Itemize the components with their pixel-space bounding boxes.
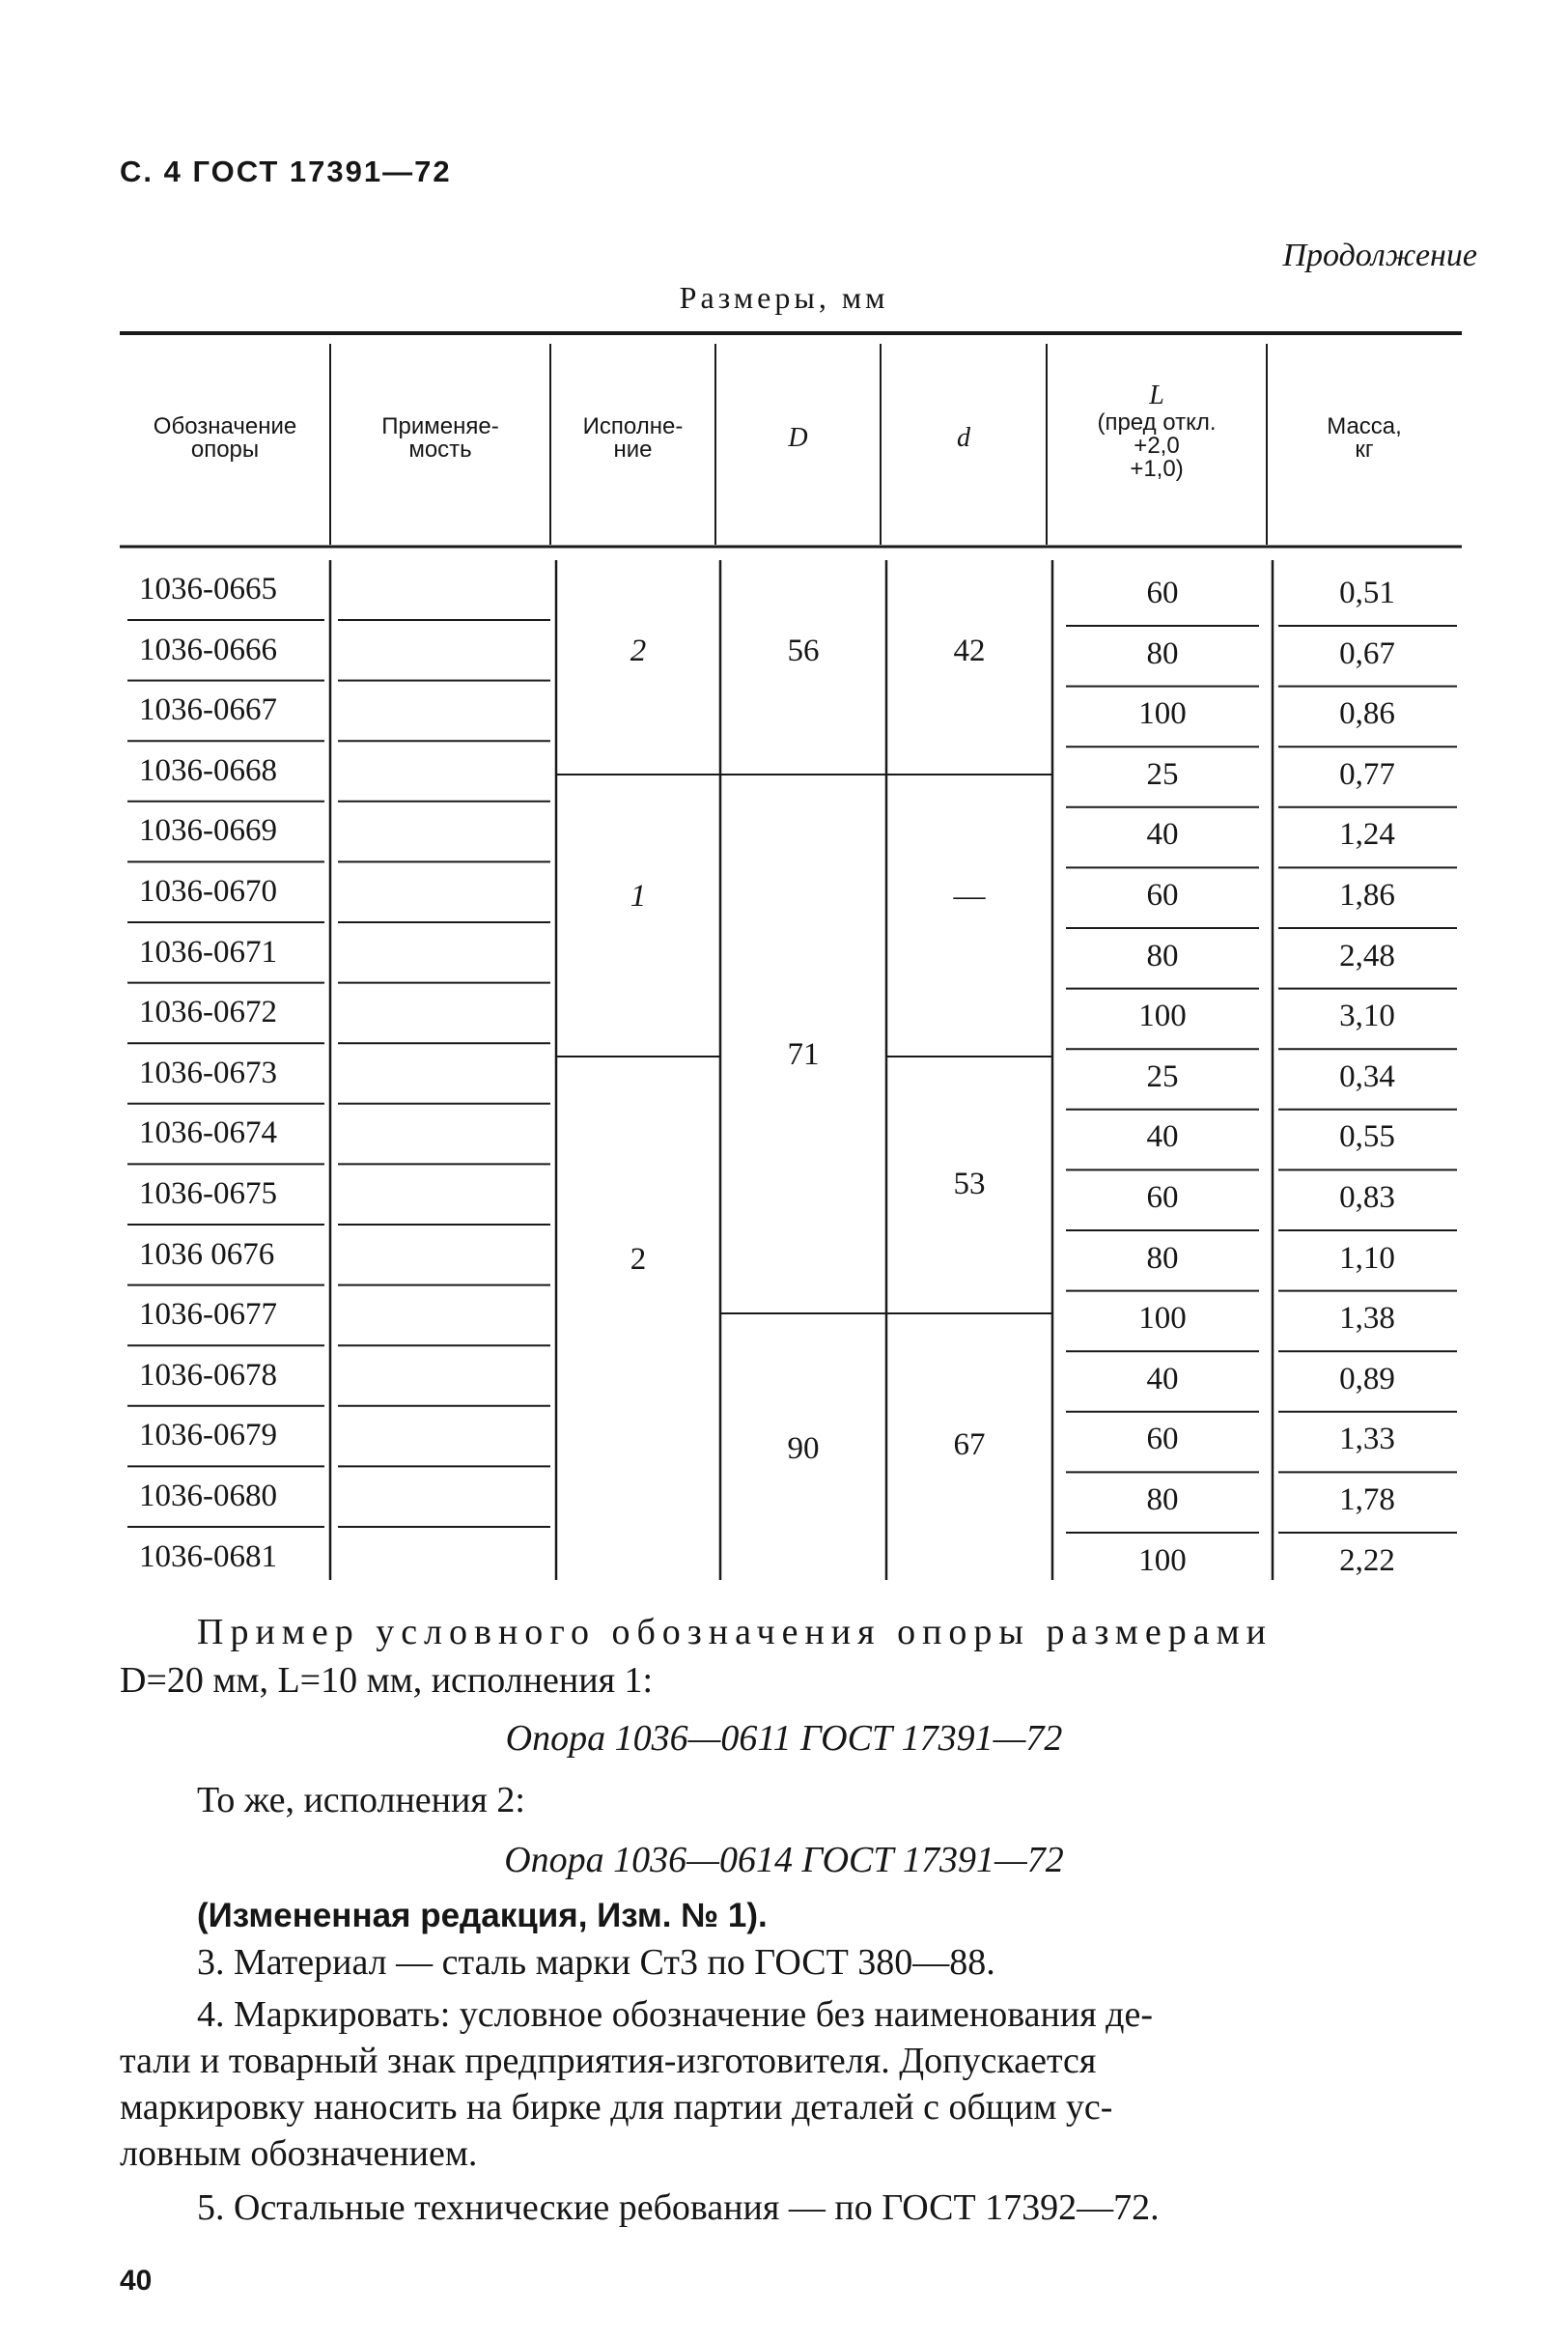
dimensions-table [120, 324, 1462, 1580]
table-row-mass: 2,22 [1339, 1542, 1395, 1578]
header-d: d [957, 423, 970, 453]
d-53: 53 [953, 1167, 986, 1201]
table-row-mass: 1,10 [1339, 1240, 1395, 1276]
example-formula1: Опора 1036—0611 ГОСТ 17391—72 [505, 1718, 1063, 1759]
table-row-L: 80 [1146, 635, 1179, 671]
header-applicability: Применяе- мость [381, 413, 499, 463]
version-2-bottom: 2 [630, 1242, 647, 1277]
table-row-L: 25 [1146, 756, 1179, 792]
item-4-line4: ловным обозначением. [120, 2133, 478, 2174]
version-2-top: 2 [630, 634, 647, 668]
example-formula2: Опора 1036—0614 ГОСТ 17391—72 [504, 1840, 1064, 1880]
table-row-mass: 1,38 [1339, 1301, 1395, 1337]
table-row-code: 1036-0675 [139, 1176, 277, 1211]
item-3: 3. Материал — сталь марки Ст3 по ГОСТ 380—88. [197, 1942, 995, 1983]
table-row-L: 60 [1146, 1180, 1179, 1215]
header-L-tolerance: (пред откл. +2,0 +1,0) [1097, 409, 1217, 482]
table-row-mass: 3,10 [1339, 999, 1395, 1034]
table-row-code: 1036-0679 [139, 1418, 277, 1453]
d-67: 67 [953, 1427, 986, 1462]
D-90: 90 [787, 1431, 820, 1466]
d-dash: — [953, 879, 986, 914]
table-row-code: 1036-0671 [139, 934, 277, 970]
table-row-code: 1036-0672 [139, 995, 277, 1030]
example-line1: Пример условного обозначения опоры размерами [197, 1612, 1273, 1652]
table-row-code: 1036-0678 [139, 1357, 277, 1393]
table-row-mass: 0,77 [1339, 756, 1395, 792]
example-line2: D=20 мм, L=10 мм, исполнения 1: [120, 1660, 654, 1701]
table-row-mass: 0,67 [1339, 635, 1395, 671]
table-row-mass: 1,86 [1339, 878, 1395, 913]
table-row-mass: 1,24 [1339, 817, 1395, 853]
table-row-code: 1036-0667 [139, 692, 277, 728]
table-row-code: 1036-0669 [139, 813, 277, 849]
item-4-line3: маркировку наносить на бирке для партии деталей с общим ус- [120, 2087, 1113, 2128]
table-row-L: 100 [1138, 1542, 1187, 1578]
table-row-L: 25 [1146, 1058, 1179, 1094]
table-row-mass: 0,83 [1339, 1180, 1395, 1215]
page-number: 40 [120, 2265, 153, 2297]
table-row-code: 1036-0674 [139, 1115, 277, 1151]
table-row-mass: 0,34 [1339, 1058, 1395, 1094]
table-row-code: 1036-0670 [139, 874, 277, 909]
table-row-L: 100 [1138, 696, 1187, 732]
table-row-mass: 0,89 [1339, 1361, 1395, 1396]
table-row-code: 1036-0680 [139, 1479, 277, 1513]
table-row-code: 1036-0677 [139, 1297, 277, 1333]
table-row-code: 1036-0681 [139, 1538, 277, 1574]
table-row-code: 1036-0666 [139, 632, 277, 667]
table-row-L: 40 [1146, 817, 1179, 853]
page-header: С. 4 ГОСТ 17391—72 [120, 155, 452, 188]
item-4-line1: 4. Маркировать: условное обозначение без наименования де- [197, 1994, 1154, 2035]
table-row-L: 80 [1146, 1482, 1179, 1517]
table-row-code: 1036 0676 [139, 1236, 275, 1272]
table-row-mass: 2,48 [1339, 938, 1395, 973]
table-row-L: 80 [1146, 938, 1179, 973]
table-row-mass: 1,33 [1339, 1422, 1395, 1457]
version-1: 1 [630, 879, 647, 914]
table-row-L: 60 [1146, 576, 1179, 610]
table-row-mass: 0,55 [1339, 1119, 1395, 1155]
continuation-label: Продолжение [1282, 238, 1477, 273]
item-4-line2: тали и товарный знак предприятия-изготовителя. Допускается [120, 2041, 1097, 2081]
table-row-L: 60 [1146, 878, 1179, 913]
table-row-L: 40 [1146, 1119, 1179, 1155]
header-D: D [788, 423, 808, 453]
table-row-mass: 1,78 [1339, 1482, 1395, 1517]
table-row-L: 40 [1146, 1361, 1179, 1396]
table-row-mass: 0,86 [1339, 696, 1395, 732]
table-row-code: 1036-0673 [139, 1055, 277, 1090]
same-version2: То же, исполнения 2: [197, 1780, 525, 1820]
table-row-L: 80 [1146, 1240, 1179, 1276]
table-row-code: 1036-0665 [139, 572, 277, 606]
table-row-L: 100 [1138, 1301, 1187, 1337]
header-designation: Обозначение опоры [153, 413, 297, 463]
item-5: 5. Остальные технические ребования — по ГОСТ 17392—72. [197, 2187, 1160, 2228]
header-L-symbol: L [1149, 381, 1164, 410]
header-mass: Масса, кг [1327, 413, 1402, 463]
table-row-mass: 0,51 [1339, 576, 1395, 610]
units-caption: Размеры, мм [679, 280, 889, 315]
header-version: Исполне- ние [582, 413, 684, 463]
amended-note: (Измененная редакция, Изм. № 1). [197, 1897, 768, 1934]
table-row-L: 60 [1146, 1422, 1179, 1457]
table-row-code: 1036-0668 [139, 752, 277, 788]
D-56: 56 [787, 634, 820, 668]
table-row-L: 100 [1138, 999, 1187, 1034]
d-42: 42 [953, 634, 986, 668]
D-71: 71 [787, 1037, 820, 1072]
